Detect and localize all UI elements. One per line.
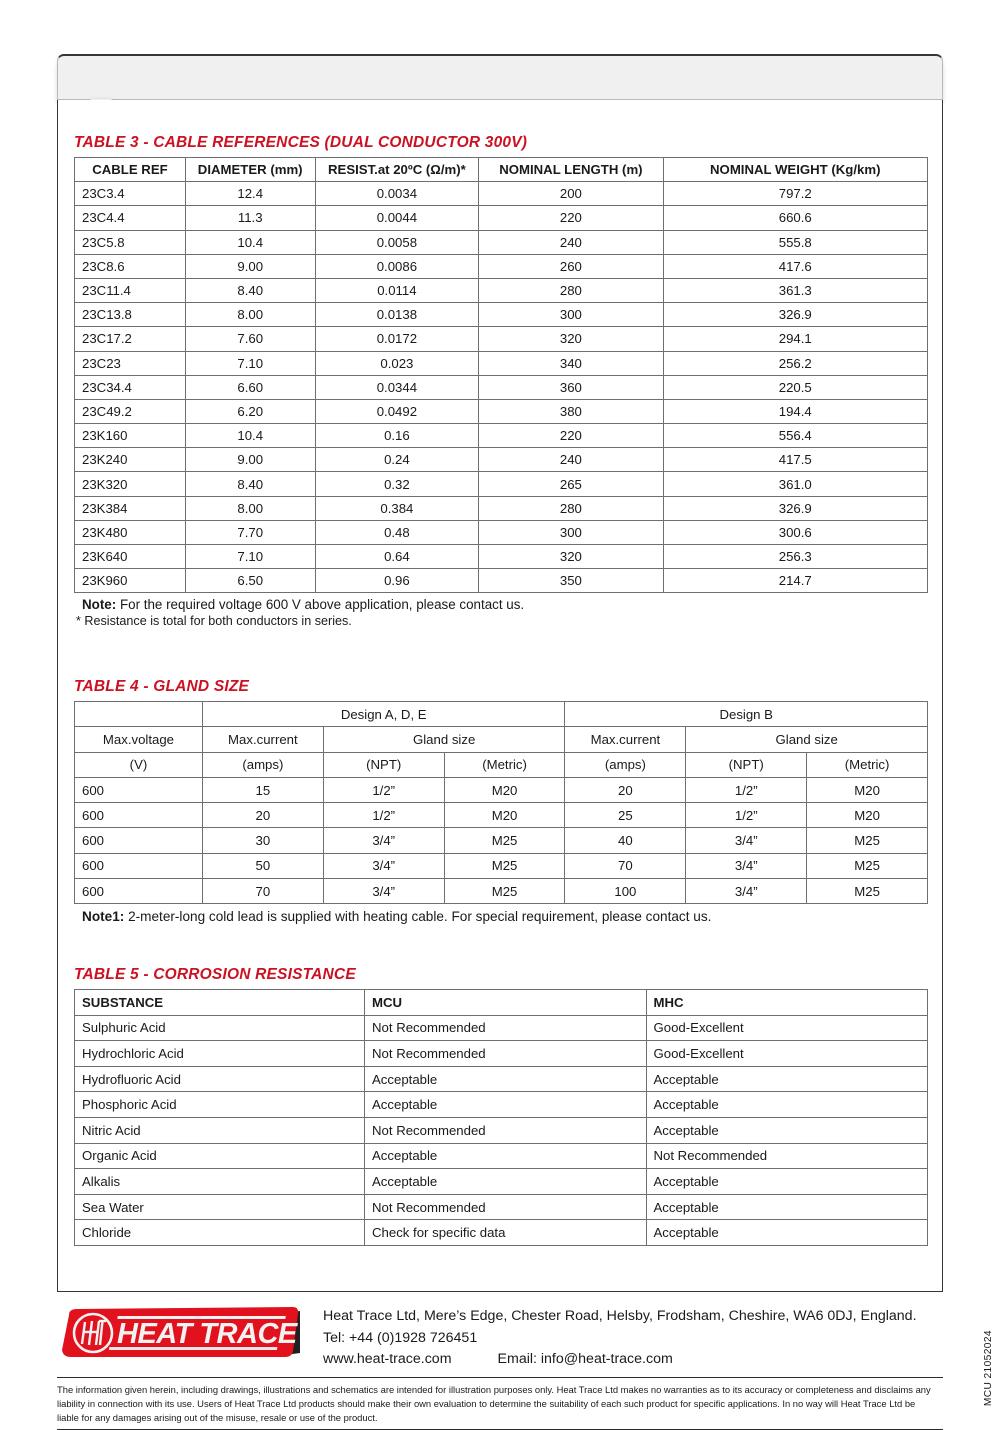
footer-website[interactable]: www.heat-trace.com bbox=[323, 1351, 452, 1368]
cell-length: 360 bbox=[479, 375, 663, 399]
table4-title: TABLE 4 - GLAND SIZE bbox=[74, 678, 250, 695]
table3-header-nominal-weight: NOMINAL WEIGHT (Kg/km) bbox=[663, 158, 927, 182]
table-row bbox=[75, 520, 928, 544]
cell-mhc: Acceptable bbox=[646, 1117, 928, 1143]
banner-surface bbox=[57, 54, 943, 100]
cell-diameter: 6.20 bbox=[185, 399, 315, 423]
cell-weight: 417.6 bbox=[663, 254, 927, 278]
footer-web-email-row bbox=[323, 1349, 917, 1371]
table-row bbox=[75, 182, 928, 206]
cell-cable-ref: 23K384 bbox=[75, 496, 186, 520]
cell-resistance: 0.0344 bbox=[315, 375, 479, 399]
cell-cable-ref: 23C8.6 bbox=[75, 254, 186, 278]
cell-npt-a: 1/2” bbox=[323, 803, 444, 828]
cell-cable-ref: 23C3.4 bbox=[75, 182, 186, 206]
table5-section bbox=[74, 966, 928, 1246]
table4-unit-amps-b: (amps) bbox=[565, 752, 686, 777]
table3-header-cable-ref: CABLE REF bbox=[75, 158, 186, 182]
cell-substance: Hydrochloric Acid bbox=[75, 1041, 365, 1067]
cell-length: 280 bbox=[479, 496, 663, 520]
table3-section bbox=[74, 134, 928, 628]
cell-length: 380 bbox=[479, 399, 663, 423]
table5-corrosion-resistance bbox=[74, 989, 928, 1246]
cell-max-current-b: 25 bbox=[565, 803, 686, 828]
cell-max-current-b: 70 bbox=[565, 853, 686, 878]
cell-max-current-a: 20 bbox=[202, 803, 323, 828]
cell-diameter: 12.4 bbox=[185, 182, 315, 206]
table3-cable-references bbox=[74, 157, 928, 593]
cell-mcu: Check for specific data bbox=[365, 1220, 646, 1246]
cell-npt-a: 3/4” bbox=[323, 828, 444, 853]
table-row bbox=[75, 254, 928, 278]
table4-group-design-a: Design A, D, E bbox=[202, 702, 565, 727]
cell-weight: 256.3 bbox=[663, 545, 927, 569]
cell-diameter: 10.4 bbox=[185, 230, 315, 254]
cell-diameter: 8.40 bbox=[185, 278, 315, 302]
table4-group-design-b: Design B bbox=[565, 702, 928, 727]
table-row bbox=[75, 1015, 928, 1041]
table-header-row bbox=[75, 158, 928, 182]
table4-note-text: 2-meter-long cold lead is supplied with heating cable. For special requirement, please contact us. bbox=[124, 909, 712, 925]
cell-cable-ref: 23K320 bbox=[75, 472, 186, 496]
cell-length: 240 bbox=[479, 230, 663, 254]
cell-cable-ref: 23C17.2 bbox=[75, 327, 186, 351]
cell-mcu: Acceptable bbox=[365, 1143, 646, 1169]
cell-substance: Alkalis bbox=[75, 1169, 365, 1195]
cell-npt-a: 1/2” bbox=[323, 777, 444, 802]
cell-resistance: 0.32 bbox=[315, 472, 479, 496]
cell-mhc: Good-Excellent bbox=[646, 1041, 928, 1067]
table3-note bbox=[74, 597, 928, 614]
cell-cable-ref: 23C23 bbox=[75, 351, 186, 375]
table4-unit-metric-b: (Metric) bbox=[807, 752, 928, 777]
table-row bbox=[75, 399, 928, 423]
cell-length: 220 bbox=[479, 424, 663, 448]
table4-header-gland-size-a: Gland size bbox=[323, 727, 565, 752]
cell-cable-ref: 23C11.4 bbox=[75, 278, 186, 302]
cell-mhc: Good-Excellent bbox=[646, 1015, 928, 1041]
cell-length: 260 bbox=[479, 254, 663, 278]
cell-mhc: Acceptable bbox=[646, 1194, 928, 1220]
cell-weight: 220.5 bbox=[663, 375, 927, 399]
table4-unit-row bbox=[75, 752, 928, 777]
cell-weight: 326.9 bbox=[663, 303, 927, 327]
logo-wordmark: HEAT TRACE bbox=[117, 1318, 297, 1350]
table-row bbox=[75, 327, 928, 351]
table-row bbox=[75, 1169, 928, 1195]
table3-header-diameter: DIAMETER (mm) bbox=[185, 158, 315, 182]
cell-cable-ref: 23C49.2 bbox=[75, 399, 186, 423]
table4-note-label: Note1: bbox=[82, 909, 125, 925]
cell-resistance: 0.0034 bbox=[315, 182, 479, 206]
cell-substance: Phosphoric Acid bbox=[75, 1092, 365, 1118]
table5-header-substance: SUBSTANCE bbox=[75, 990, 365, 1016]
heat-trace-logo bbox=[57, 1307, 303, 1359]
table-row bbox=[75, 777, 928, 802]
table4-section bbox=[74, 678, 928, 924]
cell-max-voltage: 600 bbox=[75, 853, 203, 878]
table-row bbox=[75, 375, 928, 399]
table-row bbox=[75, 803, 928, 828]
table5-title: TABLE 5 - CORROSION RESISTANCE bbox=[74, 966, 356, 983]
cell-resistance: 0.384 bbox=[315, 496, 479, 520]
cell-npt-a: 3/4” bbox=[323, 853, 444, 878]
table4-unit-voltage: (V) bbox=[75, 752, 203, 777]
cell-length: 320 bbox=[479, 327, 663, 351]
table-row bbox=[75, 448, 928, 472]
cell-max-current-a: 50 bbox=[202, 853, 323, 878]
table4-header-max-current-b: Max.current bbox=[565, 727, 686, 752]
cell-substance: Hydrofluoric Acid bbox=[75, 1066, 365, 1092]
cell-cable-ref: 23K480 bbox=[75, 520, 186, 544]
footer-divider-top bbox=[57, 1377, 943, 1378]
table-row bbox=[75, 828, 928, 853]
cell-substance: Nitric Acid bbox=[75, 1117, 365, 1143]
cell-resistance: 0.0492 bbox=[315, 399, 479, 423]
cell-max-current-a: 30 bbox=[202, 828, 323, 853]
footer-email[interactable]: Email: info@heat-trace.com bbox=[497, 1351, 673, 1368]
cell-diameter: 8.40 bbox=[185, 472, 315, 496]
cell-max-current-a: 15 bbox=[202, 777, 323, 802]
table-row bbox=[75, 1220, 928, 1246]
cell-resistance: 0.96 bbox=[315, 569, 479, 593]
cell-max-current-b: 100 bbox=[565, 879, 686, 904]
cell-resistance: 0.023 bbox=[315, 351, 479, 375]
table3-note-text: For the required voltage 600 V above application, please contact us. bbox=[116, 597, 525, 613]
cell-metric-b: M25 bbox=[807, 853, 928, 878]
cell-substance: Organic Acid bbox=[75, 1143, 365, 1169]
table3-header-resistance: RESIST.at 20ºC (Ω/m)* bbox=[315, 158, 479, 182]
cell-mhc: Not Recommended bbox=[646, 1143, 928, 1169]
cell-length: 350 bbox=[479, 569, 663, 593]
cell-length: 220 bbox=[479, 206, 663, 230]
cell-cable-ref: 23C34.4 bbox=[75, 375, 186, 399]
table-row bbox=[75, 278, 928, 302]
cell-diameter: 6.50 bbox=[185, 569, 315, 593]
cell-max-voltage: 600 bbox=[75, 879, 203, 904]
cell-metric-b: M20 bbox=[807, 803, 928, 828]
cell-resistance: 0.24 bbox=[315, 448, 479, 472]
cell-resistance: 0.64 bbox=[315, 545, 479, 569]
logo-graphic bbox=[57, 1307, 303, 1359]
table-row bbox=[75, 1117, 928, 1143]
table-row bbox=[75, 853, 928, 878]
cell-max-current-b: 20 bbox=[565, 777, 686, 802]
table-row bbox=[75, 206, 928, 230]
cell-weight: 417.5 bbox=[663, 448, 927, 472]
cell-weight: 556.4 bbox=[663, 424, 927, 448]
cell-weight: 361.0 bbox=[663, 472, 927, 496]
cell-mcu: Not Recommended bbox=[365, 1117, 646, 1143]
cell-cable-ref: 23K240 bbox=[75, 448, 186, 472]
table-row bbox=[75, 1143, 928, 1169]
table-row bbox=[75, 1194, 928, 1220]
document-revision-code: MCU 21052024 bbox=[983, 1330, 994, 1407]
cell-mhc: Acceptable bbox=[646, 1220, 928, 1246]
cell-resistance: 0.0058 bbox=[315, 230, 479, 254]
cell-npt-b: 1/2” bbox=[686, 803, 807, 828]
table-row bbox=[75, 879, 928, 904]
cell-length: 265 bbox=[479, 472, 663, 496]
table-row bbox=[75, 1041, 928, 1067]
cell-diameter: 7.10 bbox=[185, 351, 315, 375]
table3-footnote: * Resistance is total for both conductors in series. bbox=[76, 614, 352, 629]
cell-mcu: Acceptable bbox=[365, 1066, 646, 1092]
cell-resistance: 0.16 bbox=[315, 424, 479, 448]
cell-weight: 361.3 bbox=[663, 278, 927, 302]
table4-subheader-row bbox=[75, 727, 928, 752]
cell-diameter: 7.70 bbox=[185, 520, 315, 544]
cell-metric-b: M20 bbox=[807, 777, 928, 802]
cell-max-voltage: 600 bbox=[75, 828, 203, 853]
table4-unit-metric-a: (Metric) bbox=[444, 752, 565, 777]
cell-length: 300 bbox=[479, 520, 663, 544]
cell-metric-a: M20 bbox=[444, 777, 565, 802]
cell-cable-ref: 23C4.4 bbox=[75, 206, 186, 230]
cell-mcu: Not Recommended bbox=[365, 1015, 646, 1041]
cell-cable-ref: 23C13.8 bbox=[75, 303, 186, 327]
cell-weight: 194.4 bbox=[663, 399, 927, 423]
footer-disclaimer: The information given herein, including drawings, illustrations and schematics are intended for illustration purposes only. Heat Trace Ltd makes no warranties as to its accuracy or completeness and disclaims any liability in connection with its use. Users of Heat Trace Ltd products should make their own evaluation to determine the suitability of each such product for specific applications. In no way will Heat Trace Ltd be liable for any damages arising out of the misuse, resale or use of the product. bbox=[57, 1383, 931, 1423]
cell-mcu: Acceptable bbox=[365, 1092, 646, 1118]
cell-metric-a: M25 bbox=[444, 853, 565, 878]
cell-diameter: 10.4 bbox=[185, 424, 315, 448]
table-row bbox=[75, 496, 928, 520]
cell-resistance: 0.0138 bbox=[315, 303, 479, 327]
cell-length: 200 bbox=[479, 182, 663, 206]
cell-weight: 294.1 bbox=[663, 327, 927, 351]
cell-weight: 797.2 bbox=[663, 182, 927, 206]
cell-length: 240 bbox=[479, 448, 663, 472]
page-footer bbox=[57, 1305, 943, 1430]
cell-diameter: 8.00 bbox=[185, 303, 315, 327]
table4-group-header-row bbox=[75, 702, 928, 727]
cell-mhc: Acceptable bbox=[646, 1169, 928, 1195]
cell-cable-ref: 23K960 bbox=[75, 569, 186, 593]
cell-resistance: 0.0086 bbox=[315, 254, 479, 278]
table4-unit-amps-a: (amps) bbox=[202, 752, 323, 777]
table4-header-max-current-a: Max.current bbox=[202, 727, 323, 752]
cell-mhc: Acceptable bbox=[646, 1066, 928, 1092]
table4-gland-size bbox=[74, 701, 928, 904]
cell-substance: Sea Water bbox=[75, 1194, 365, 1220]
cell-length: 340 bbox=[479, 351, 663, 375]
cell-substance: Chloride bbox=[75, 1220, 365, 1246]
table3-note-label: Note: bbox=[82, 597, 117, 613]
cell-max-voltage: 600 bbox=[75, 803, 203, 828]
cell-max-current-b: 40 bbox=[565, 828, 686, 853]
table4-unit-npt-a: (NPT) bbox=[323, 752, 444, 777]
cell-length: 320 bbox=[479, 545, 663, 569]
table-row bbox=[75, 351, 928, 375]
cell-diameter: 11.3 bbox=[185, 206, 315, 230]
footer-top-row bbox=[57, 1305, 943, 1371]
table3-title: TABLE 3 - CABLE REFERENCES (DUAL CONDUCTOR 300V) bbox=[74, 134, 528, 151]
table4-header-gland-size-b: Gland size bbox=[686, 727, 928, 752]
footer-contact-details bbox=[323, 1305, 917, 1371]
cell-npt-b: 1/2” bbox=[686, 777, 807, 802]
table5-header-mcu: MCU bbox=[365, 990, 646, 1016]
cell-diameter: 9.00 bbox=[185, 254, 315, 278]
cell-metric-b: M25 bbox=[807, 828, 928, 853]
content-frame bbox=[57, 100, 943, 1292]
table-row bbox=[75, 230, 928, 254]
table4-unit-npt-b: (NPT) bbox=[686, 752, 807, 777]
cell-metric-a: M25 bbox=[444, 828, 565, 853]
cell-length: 300 bbox=[479, 303, 663, 327]
table4-note bbox=[74, 909, 928, 924]
table-row bbox=[75, 1092, 928, 1118]
cell-cable-ref: 23C5.8 bbox=[75, 230, 186, 254]
page-header-banner bbox=[57, 54, 943, 100]
cell-weight: 326.9 bbox=[663, 496, 927, 520]
table-row bbox=[75, 472, 928, 496]
cell-npt-a: 3/4” bbox=[323, 879, 444, 904]
cell-weight: 300.6 bbox=[663, 520, 927, 544]
cell-metric-a: M20 bbox=[444, 803, 565, 828]
table4-empty-corner bbox=[75, 702, 203, 727]
cell-metric-a: M25 bbox=[444, 879, 565, 904]
cell-diameter: 7.10 bbox=[185, 545, 315, 569]
table-row bbox=[75, 303, 928, 327]
table-row bbox=[75, 1066, 928, 1092]
cell-npt-b: 3/4” bbox=[686, 853, 807, 878]
table-row bbox=[75, 569, 928, 593]
cell-weight: 256.2 bbox=[663, 351, 927, 375]
cell-weight: 214.7 bbox=[663, 569, 927, 593]
cell-metric-b: M25 bbox=[807, 879, 928, 904]
cell-weight: 660.6 bbox=[663, 206, 927, 230]
cell-cable-ref: 23K640 bbox=[75, 545, 186, 569]
cell-substance: Sulphuric Acid bbox=[75, 1015, 365, 1041]
footer-telephone: Tel: +44 (0)1928 726451 bbox=[323, 1329, 478, 1346]
cell-mcu: Acceptable bbox=[365, 1169, 646, 1195]
cell-max-voltage: 600 bbox=[75, 777, 203, 802]
cell-diameter: 9.00 bbox=[185, 448, 315, 472]
table3-header-nominal-length: NOMINAL LENGTH (m) bbox=[479, 158, 663, 182]
cell-mcu: Not Recommended bbox=[365, 1194, 646, 1220]
cell-resistance: 0.0114 bbox=[315, 278, 479, 302]
table5-header-mhc: MHC bbox=[646, 990, 928, 1016]
cell-resistance: 0.0172 bbox=[315, 327, 479, 351]
cell-diameter: 8.00 bbox=[185, 496, 315, 520]
cell-length: 280 bbox=[479, 278, 663, 302]
cell-mhc: Acceptable bbox=[646, 1092, 928, 1118]
cell-cable-ref: 23K160 bbox=[75, 424, 186, 448]
cell-resistance: 0.0044 bbox=[315, 206, 479, 230]
cell-diameter: 6.60 bbox=[185, 375, 315, 399]
cell-npt-b: 3/4” bbox=[686, 879, 807, 904]
cell-max-current-a: 70 bbox=[202, 879, 323, 904]
cell-weight: 555.8 bbox=[663, 230, 927, 254]
table-row bbox=[75, 545, 928, 569]
footer-address: Heat Trace Ltd, Mere’s Edge, Chester Road, Helsby, Frodsham, Cheshire, WA6 0DJ, England. bbox=[323, 1308, 917, 1324]
cell-npt-b: 3/4” bbox=[686, 828, 807, 853]
cell-mcu: Not Recommended bbox=[365, 1041, 646, 1067]
table-header-row bbox=[75, 990, 928, 1016]
cell-resistance: 0.48 bbox=[315, 520, 479, 544]
cell-diameter: 7.60 bbox=[185, 327, 315, 351]
table4-header-max-voltage: Max.voltage bbox=[75, 727, 203, 752]
table-row bbox=[75, 424, 928, 448]
